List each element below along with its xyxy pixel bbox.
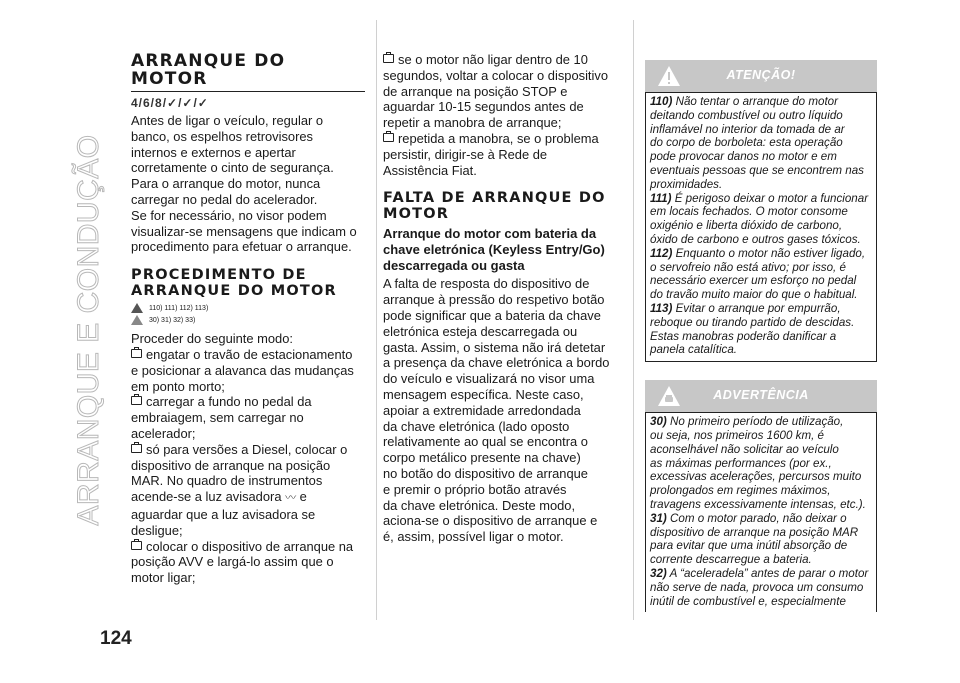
text-line: necessário exercer um esforço no pedal [650,274,857,288]
text-line: carregar no pedal do acelerador. [131,191,318,207]
heading-line: PROCEDIMENTO DE [131,267,307,284]
text-line: em locais fechados. O motor consome [650,205,848,219]
text-line: do travão muito maior do que o habitual. [650,288,858,302]
text-line: em ponto morto; [131,378,225,394]
engine-variant-icon: 4/6/8/✓/✓/✓ [131,96,209,110]
text-line: acelerador; [131,425,196,441]
note-number: 111) [650,191,672,205]
text-line: e premir o próprio botão através [383,481,567,497]
text-line: de arranque na posição STOP e [383,83,568,99]
text-line: embraiagem, sem carregar no [131,410,304,426]
column-divider [633,20,634,620]
text-line: só para versões a Diesel, colocar o [146,441,348,457]
heading-line: Arranque do motor com bateria da [383,226,597,242]
step-bullet-icon [383,133,394,142]
heading-line: MOTOR [131,69,208,89]
text-line: eventuais pessoas que se encontrem nas [650,163,864,177]
text-line: proximidades. [650,177,723,191]
text-line: apoiar a extremidade arredondada [383,402,581,418]
bullet-item [131,539,365,586]
text-line: excessivas acelerações, percursos muito [650,470,862,484]
text-line: posição AVV e largá-lo assim que o [131,554,334,570]
text-line: desligue; [131,522,183,538]
text-line: A falta de resposta do dispositivo de [383,276,590,292]
text-line: No primeiro período de utilização, [670,415,844,429]
text-line: da chave eletrónica (lado oposto [383,418,570,434]
text-line: Antes de ligar o veículo, regular o [131,113,324,128]
caution-box-body [645,412,877,612]
step-bullet-icon [131,396,142,405]
text-line: acende-se a luz avisadora [131,489,282,505]
text-line: óxido de carbono e outros gases tóxicos. [650,232,861,246]
column-1 [131,52,365,586]
heading-line: MOTOR [383,206,450,223]
text-line: repetida a manobra, se o problema [398,130,599,146]
note-number: 112) [650,246,673,260]
caution-box-header [645,380,877,412]
text-line: carregar a fundo no pedal da [146,394,312,410]
text-line: para evitar que uma inútil absorção de [650,539,848,553]
text-line: Não tentar o arranque do motor [675,95,838,108]
text-line: se o motor não ligar dentro de 10 [398,52,588,67]
heading-line: FALTA DE ARRANQUE DO [383,190,606,207]
warning-label: ATENÇÃO! [726,68,796,82]
heading-line: ARRANQUE DO MOTOR [131,283,337,300]
note-item [650,95,872,192]
note-number: 110) [650,95,673,108]
subsection-heading [131,267,365,299]
text-line: segundos, voltar a colocar o dispositivo [383,67,608,83]
text-line: internos e externos e apertar [131,144,296,160]
warning-triangle-icon [131,303,143,313]
text-line: banco, os espelhos retrovisores [131,128,313,144]
text-line: dispositivo de arranque na posição [131,457,331,473]
text-line: Com o motor parado, não deixar o [670,511,847,525]
column-2 [383,52,623,545]
subsection-heading [383,190,623,222]
text-line: aciona-se o dispositivo de arranque e [383,513,598,529]
ref-numbers: 30) 31) 32) 33) [149,316,196,324]
text-line: pode provocar danos no motor e em [650,150,837,164]
note-item [650,247,872,302]
note-item [650,415,872,512]
warning-refs [131,303,365,313]
text-line: deitando combustível ou outro líquido [650,108,843,122]
bullet-item [383,131,623,178]
text-line: Para o arranque do motor, nunca [131,176,321,192]
text-line: da chave eletrónica. Deste modo, [383,497,576,513]
text-line: Se for necessário, no visor podem [131,207,327,223]
text-line: não serve de nada, provoca um consumo [650,580,864,594]
text-line: visualizar-se mensagens que indicam o [131,223,357,239]
text-line: ou seja, nos primeiros 1600 km, é [650,428,824,442]
step-bullet-icon [131,349,142,358]
intro-paragraph [131,113,365,255]
text-line: inflamável no interior da tomada de ar [650,122,845,136]
text-line: pode significar que a bateria da chave [383,307,601,323]
text-line: arranque à pressão do respetivo botão [383,292,605,308]
note-item [650,302,872,357]
section-heading [131,52,365,92]
bullet-item [131,442,365,539]
text-line: o servofreio não está ativo; por isso, é [650,260,846,274]
text-line: prolongados em regimes máximos, [650,484,831,498]
text-line: do veículo e visualizará no visor uma [383,371,595,387]
text-line: e posicionar a alavanca das mudanças [131,362,354,378]
text-line: repetir a manobra de arranque; [383,115,562,131]
text-line: Assistência Fiat. [383,162,477,178]
text-line: as máximas performances (por ex., [650,456,832,470]
sub-subsection-heading [383,226,623,274]
heading-line: descarregada ou gasta [383,258,525,274]
text-line: panela catalítica. [650,343,738,357]
ref-numbers: 110) 111) 112) 113) [149,304,209,312]
step-bullet-icon [131,444,142,453]
heading-line: ARRANQUE DO [131,51,286,71]
text-line: aguardar que a luz avisadora se [131,506,316,522]
text-line: a presença da chave eletrónica a bordo [383,355,610,371]
body-paragraph [383,276,623,545]
text-line: procedimento para efetuar o arranque. [131,239,352,255]
note-item [650,567,872,608]
note-item [650,192,872,247]
bullet-item [383,52,623,131]
page-number: 124 [100,628,132,649]
glow-plug-icon: 〰 [285,492,297,505]
text-line: inútil de combustível e, especialmente [650,594,846,608]
heading-line: chave eletrónica (Keyless Entry/Go) [383,242,605,258]
text-line: É perigoso deixar o motor a funcionar [674,191,869,205]
text-line: corpo metálico presente na chave) [383,450,581,466]
text-line: motor ligar; [131,570,196,586]
text-line: Evitar o arranque por empurrão, [675,301,841,315]
caution-car-icon [131,315,143,325]
note-number: 113) [650,301,673,315]
caution-label: ADVERTÊNCIA [713,388,809,403]
text-line: corretamente o cinto de segurança. [131,160,334,176]
text-line: no botão do dispositivo de arranque [383,465,588,481]
text-line: do corpo de borboleta: esta operação [650,136,843,150]
text-line: eletrónica esteja descarregada ou [383,323,578,339]
text-line: Enquanto o motor não estiver ligado, [675,246,866,260]
warning-box-body [645,92,877,362]
text-line: corrente descarregue a bateria. [650,553,812,567]
column-3 [645,60,877,612]
text-line: engatar o travão de estacionamento [146,346,353,362]
text-line: A “aceleradela” antes de parar o motor [669,566,869,580]
text-line: relativamente ao qual se encontra o [383,434,588,450]
text-line: gasta. Assim, o sistema não irá detetar [383,339,606,355]
note-number: 31) [650,511,667,525]
column-divider [376,20,377,620]
text-line: aconselhável não solicitar ao veículo [650,442,839,456]
note-item [650,512,872,567]
step-bullet-icon [383,54,394,63]
text-line: persistir, dirigir-se à Rede de [383,146,548,162]
text-line: aguardar 10-15 segundos antes de [383,99,584,115]
text-line: oxigénio e liberta dióxido de carbono, [650,219,843,233]
text-line: é, assim, possível ligar o motor. [383,529,564,545]
step-bullet-icon [131,541,142,550]
warning-box-header [645,60,877,92]
bullet-item [131,394,365,441]
text-line: MAR. No quadro de instrumentos [131,473,323,489]
text-line: Estas manobras poderão danificar a [650,329,837,343]
text-line: travagens excessivamente intensas, etc.). [650,497,866,511]
text-line: mensagem específica. Neste caso, [383,386,584,402]
lead-text: Proceder do seguinte modo: [131,331,293,347]
text-line: reboque ou tirando partido de descidas. [650,315,855,329]
text-line: e [299,489,307,505]
bullet-item [131,347,365,394]
text-line: colocar o dispositivo de arranque na [146,538,354,554]
caution-refs [131,315,365,325]
side-chapter-title: ARRANQUE E CONDUÇÃO [72,134,105,526]
note-number: 32) [650,566,667,580]
text-line: dispositivo de arranque na posição MAR [650,525,859,539]
note-number: 30) [650,415,667,429]
